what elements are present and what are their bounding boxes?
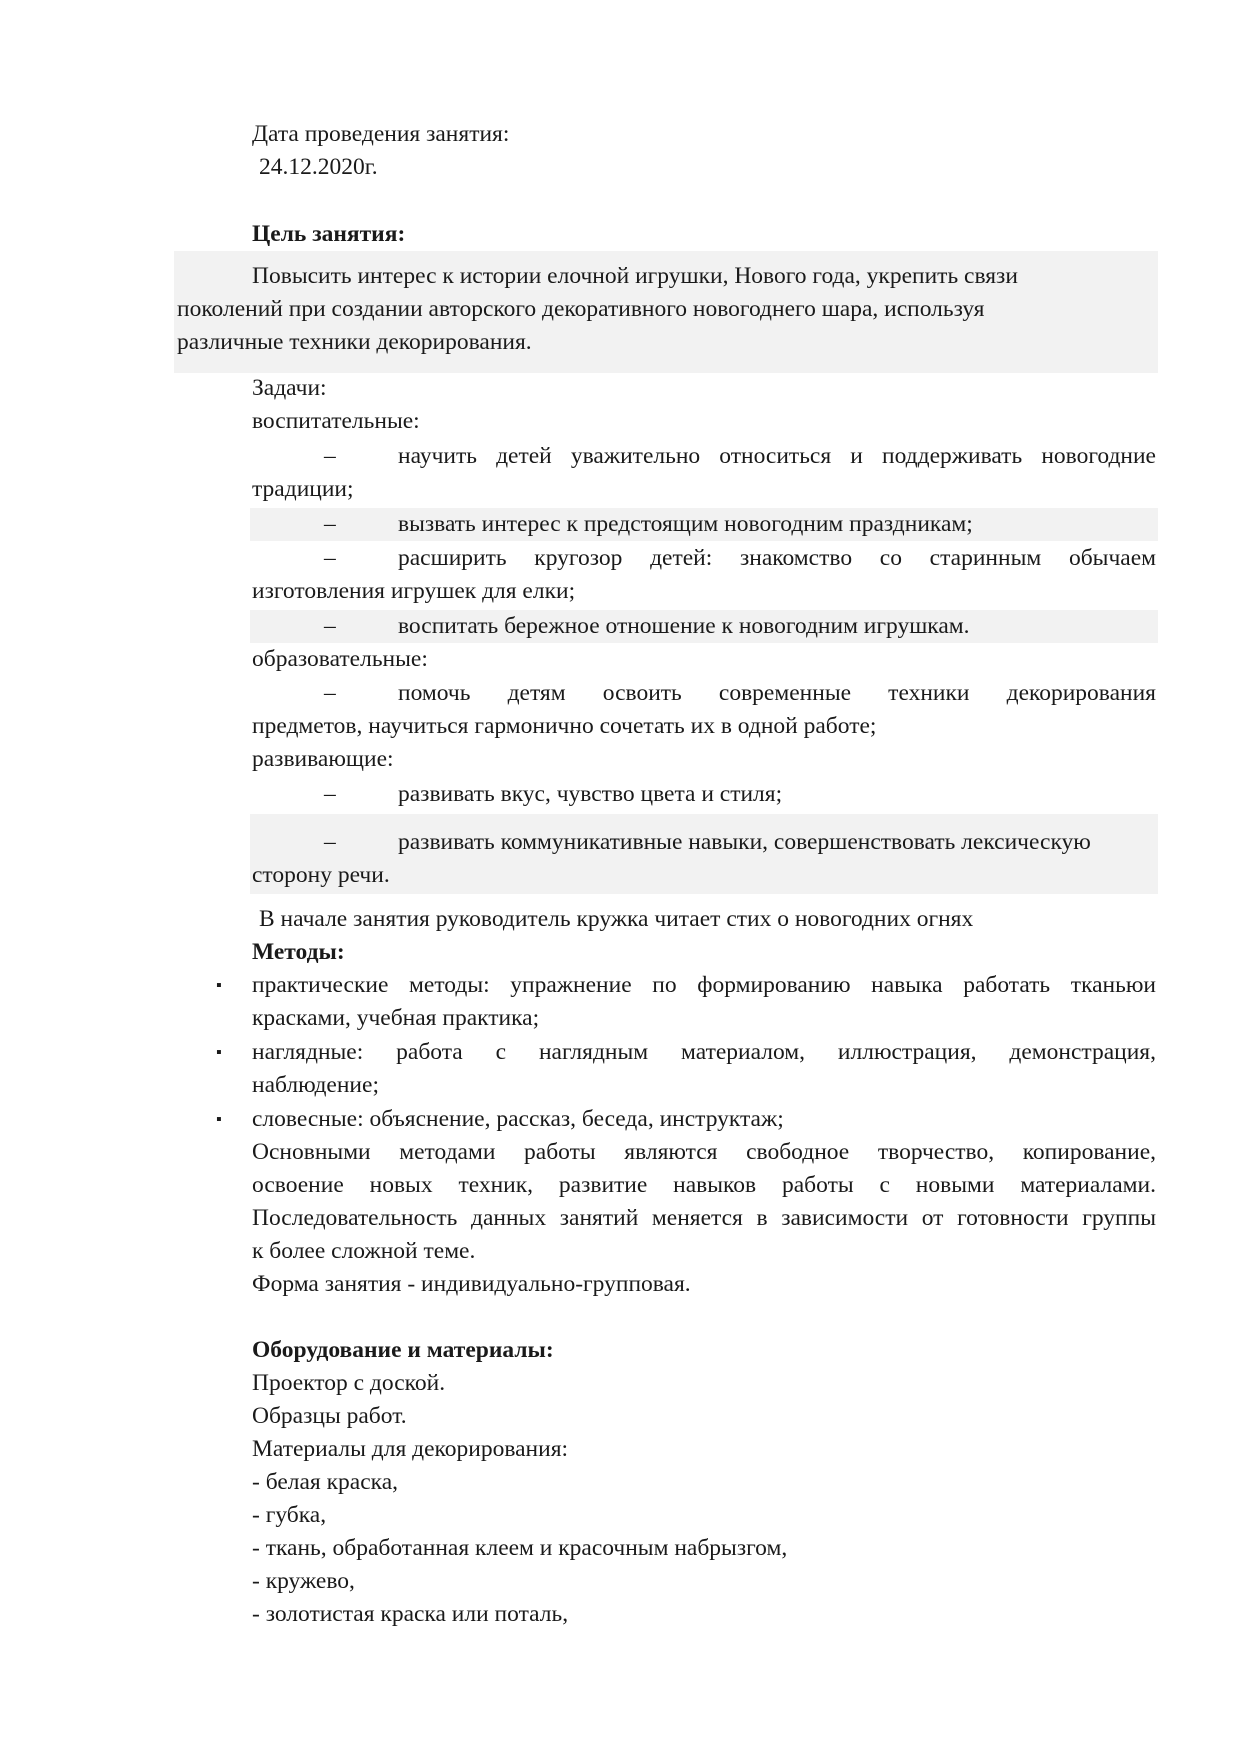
equipment-line: - золотистая краска или поталь,: [252, 1601, 569, 1627]
methods-paragraph-line: Последовательность данных занятий меняется в зависимости от готовности группы: [252, 1205, 1156, 1231]
learning-label: образовательные:: [252, 646, 428, 672]
equipment-line: Образцы работ.: [252, 1403, 407, 1429]
methods-paragraph-line: Основными методами работы являются свободное творчество, копирование,: [252, 1139, 1156, 1165]
methods-heading: Методы:: [252, 939, 345, 965]
equipment-heading: Оборудование и материалы:: [252, 1337, 554, 1363]
bullet-marker: ▪: [216, 977, 222, 994]
task-item: научить детей уважительно относиться и поддерживать новогодние: [398, 443, 1156, 469]
equipment-line: Материалы для декорирования:: [252, 1436, 569, 1462]
task-item-cont: традиции;: [252, 476, 354, 502]
task-item-cont: изготовления игрушек для елки;: [252, 578, 576, 604]
goal-line: различные техники декорирования.: [177, 329, 532, 355]
method-item: словесные: объяснение, рассказ, беседа, инструктаж;: [252, 1106, 784, 1132]
dash-marker: –: [324, 680, 336, 706]
task-item: развивать вкус, чувство цвета и стиля;: [398, 781, 783, 807]
method-item: наглядные: работа с наглядным материалом, иллюстрация, демонстрация,: [252, 1039, 1156, 1065]
task-item: вызвать интерес к предстоящим новогодним праздникам;: [398, 511, 973, 537]
dash-marker: –: [324, 829, 336, 855]
bullet-marker: ▪: [216, 1111, 222, 1128]
tasks-heading: Задачи:: [252, 375, 327, 401]
goal-line: поколений при создании авторского декоративного новогоднего шара, используя: [177, 296, 985, 322]
methods-paragraph-line: освоение новых техник, развитие навыков работы с новыми материалами.: [252, 1172, 1156, 1198]
dash-marker: –: [324, 781, 336, 807]
date-value: 24.12.2020г.: [259, 154, 378, 180]
equipment-line: - губка,: [252, 1502, 327, 1528]
equipment-line: - ткань, обработанная клеем и красочным набрызгом,: [252, 1535, 788, 1561]
dash-marker: –: [324, 545, 336, 571]
task-item: воспитать бережное отношение к новогодним игрушкам.: [398, 613, 970, 639]
intro-text: В начале занятия руководитель кружка читает стих о новогодних огнях: [259, 906, 974, 932]
date-label: Дата проведения занятия:: [252, 121, 510, 147]
task-item: развивать коммуникативные навыки, совершенствовать лексическую: [398, 829, 1091, 855]
dash-marker: –: [324, 443, 336, 469]
developing-label: развивающие:: [252, 746, 394, 772]
lesson-form: Форма занятия - индивидуально-групповая.: [252, 1271, 691, 1297]
goal-line: Повысить интерес к истории елочной игрушки, Нового года, укрепить связи: [252, 263, 1018, 289]
bullet-marker: ▪: [216, 1044, 222, 1061]
dash-marker: –: [324, 511, 336, 537]
equipment-line: Проектор с доской.: [252, 1370, 446, 1396]
method-item-cont: наблюдение;: [252, 1072, 379, 1098]
task-item: помочь детям освоить современные техники декорирования: [398, 680, 1156, 706]
equipment-line: - белая краска,: [252, 1469, 399, 1495]
task-item: расширить кругозор детей: знакомство со старинным обычаем: [398, 545, 1156, 571]
methods-paragraph-line: к более сложной теме.: [252, 1238, 476, 1264]
method-item: практические методы: упражнение по формированию навыка работать тканьюи: [252, 972, 1156, 998]
task-item-cont: сторону речи.: [252, 862, 390, 888]
dash-marker: –: [324, 613, 336, 639]
equipment-line: - кружево,: [252, 1568, 355, 1594]
method-item-cont: красками, учебная практика;: [252, 1005, 540, 1031]
goal-heading: Цель занятия:: [252, 221, 406, 247]
task-item-cont: предметов, научиться гармонично сочетать их в одной работе;: [252, 713, 877, 739]
educational-label: воспитательные:: [252, 408, 420, 434]
